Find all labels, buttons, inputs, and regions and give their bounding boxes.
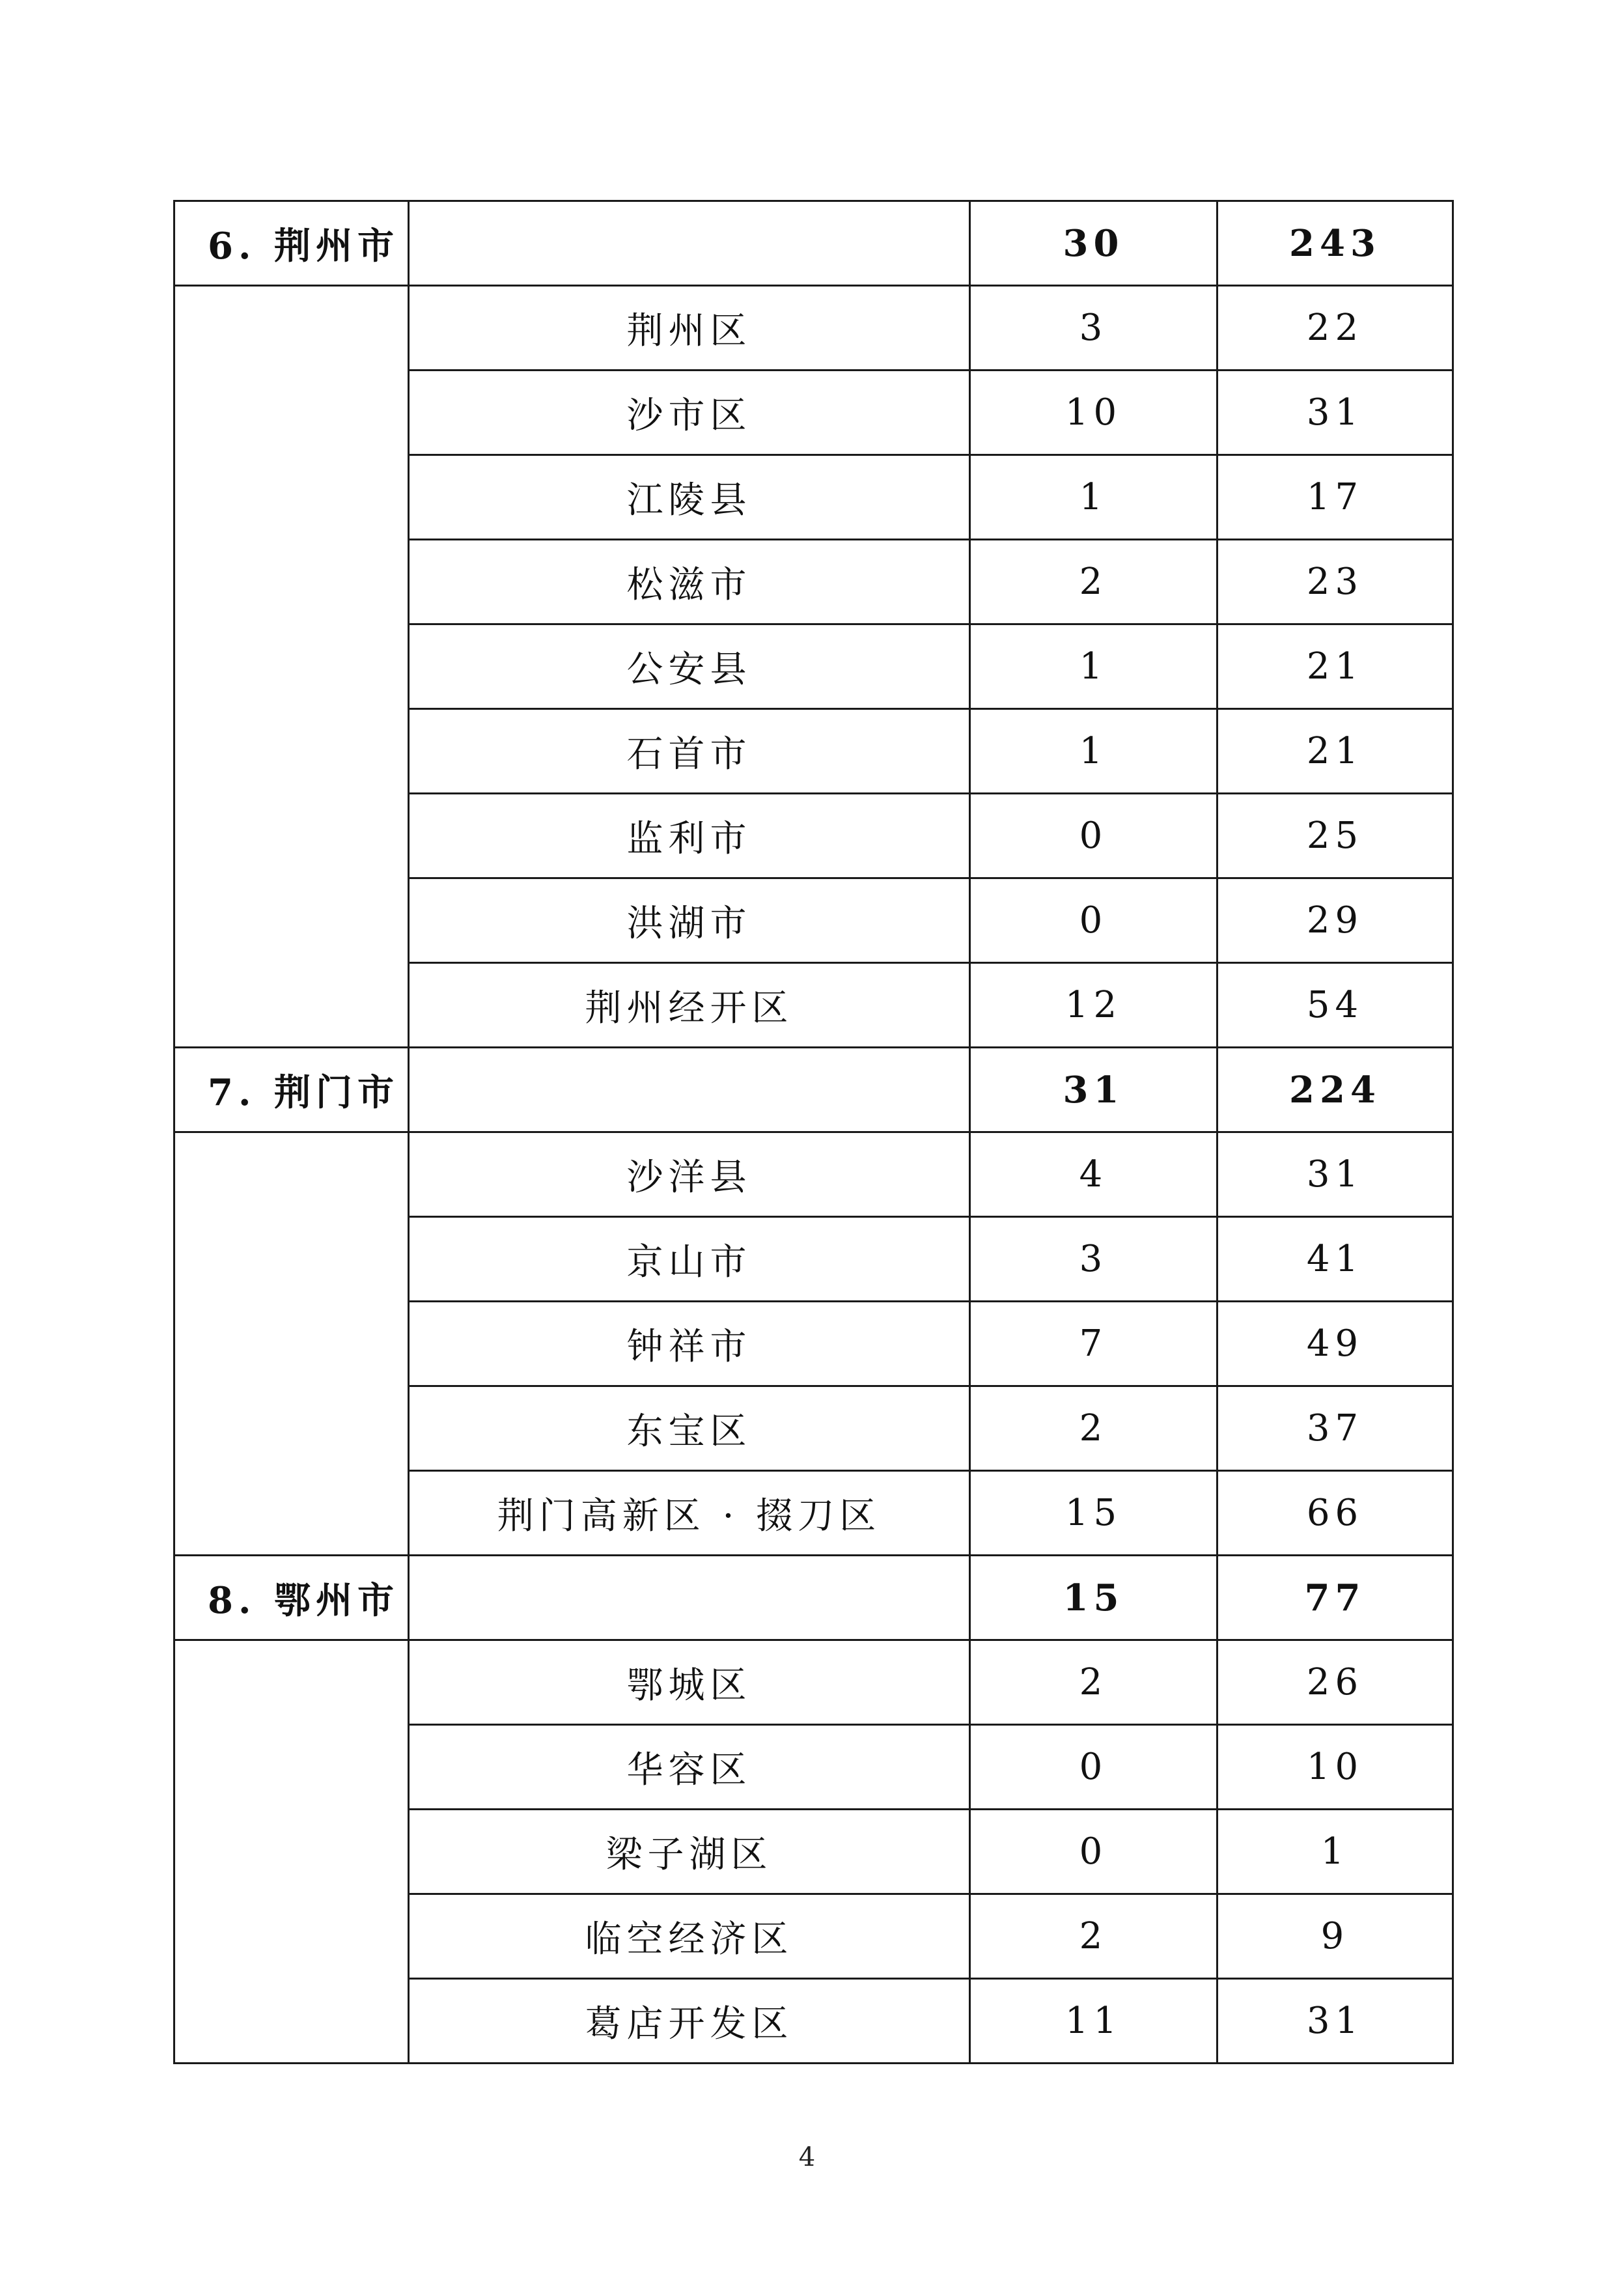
city-summary-row (174, 1048, 1453, 1132)
district-name: 华容区 (409, 1725, 970, 1810)
empty-cell (409, 1048, 970, 1132)
empty-cell (409, 1556, 970, 1640)
city-col4-value: 243 (1217, 201, 1453, 286)
district-name: 葛店开发区 (409, 1979, 970, 2064)
district-name: 公安县 (409, 624, 970, 709)
merged-blank-cell (174, 1640, 409, 2064)
district-col4-value: 21 (1217, 709, 1453, 794)
merged-blank-cell (174, 1132, 409, 1556)
city-col3-value: 15 (970, 1556, 1217, 1640)
district-col3-value: 7 (970, 1302, 1217, 1386)
district-name: 东宝区 (409, 1386, 970, 1471)
district-col3-value: 10 (970, 371, 1217, 455)
district-col4-value: 31 (1217, 1132, 1453, 1217)
district-name: 钟祥市 (409, 1302, 970, 1386)
table-body (174, 201, 1453, 2064)
page-number: 4 (798, 2142, 816, 2172)
district-name: 京山市 (409, 1217, 970, 1302)
district-name: 沙市区 (409, 371, 970, 455)
district-col3-value: 12 (970, 963, 1217, 1048)
empty-cell (409, 201, 970, 286)
district-col3-value: 15 (970, 1471, 1217, 1556)
district-row (174, 286, 1453, 371)
district-name: 松滋市 (409, 540, 970, 624)
district-name: 荆州经开区 (409, 963, 970, 1048)
district-row (174, 1640, 1453, 1725)
district-col4-value: 25 (1217, 794, 1453, 878)
district-col4-value: 17 (1217, 455, 1453, 540)
city-col3-value: 30 (970, 201, 1217, 286)
district-col3-value: 4 (970, 1132, 1217, 1217)
district-col4-value: 1 (1217, 1810, 1453, 1894)
district-col3-value: 0 (970, 1810, 1217, 1894)
merged-blank-cell (174, 286, 409, 1048)
district-name: 石首市 (409, 709, 970, 794)
district-col3-value: 0 (970, 878, 1217, 963)
district-name: 荆州区 (409, 286, 970, 371)
district-row (174, 1132, 1453, 1217)
statistics-table (173, 200, 1454, 2064)
city-col4-value: 77 (1217, 1556, 1453, 1640)
district-col4-value: 31 (1217, 371, 1453, 455)
district-col3-value: 11 (970, 1979, 1217, 2064)
district-col4-value: 31 (1217, 1979, 1453, 2064)
district-col3-value: 2 (970, 540, 1217, 624)
district-col4-value: 23 (1217, 540, 1453, 624)
district-col3-value: 3 (970, 1217, 1217, 1302)
district-col3-value: 2 (970, 1386, 1217, 1471)
city-col4-value: 224 (1217, 1048, 1453, 1132)
district-col4-value: 66 (1217, 1471, 1453, 1556)
district-col3-value: 1 (970, 455, 1217, 540)
district-name: 鄂城区 (409, 1640, 970, 1725)
district-col4-value: 54 (1217, 963, 1453, 1048)
city-col3-value: 31 (970, 1048, 1217, 1132)
district-name: 沙洋县 (409, 1132, 970, 1217)
district-col4-value: 21 (1217, 624, 1453, 709)
city-name: 7. 荆门市 (174, 1048, 409, 1132)
district-name: 荆门高新区 · 掇刀区 (409, 1471, 970, 1556)
city-summary-row (174, 1556, 1453, 1640)
district-col4-value: 26 (1217, 1640, 1453, 1725)
district-col4-value: 9 (1217, 1894, 1453, 1979)
city-summary-row (174, 201, 1453, 286)
district-col4-value: 10 (1217, 1725, 1453, 1810)
district-col3-value: 1 (970, 709, 1217, 794)
district-col3-value: 0 (970, 794, 1217, 878)
district-col4-value: 22 (1217, 286, 1453, 371)
district-name: 临空经济区 (409, 1894, 970, 1979)
city-name: 8. 鄂州市 (174, 1556, 409, 1640)
district-col4-value: 37 (1217, 1386, 1453, 1471)
city-name: 6. 荆州市 (174, 201, 409, 286)
district-name: 梁子湖区 (409, 1810, 970, 1894)
district-col4-value: 49 (1217, 1302, 1453, 1386)
district-name: 江陵县 (409, 455, 970, 540)
district-name: 监利市 (409, 794, 970, 878)
district-col4-value: 29 (1217, 878, 1453, 963)
district-name: 洪湖市 (409, 878, 970, 963)
district-col3-value: 3 (970, 286, 1217, 371)
district-col3-value: 2 (970, 1640, 1217, 1725)
district-col4-value: 41 (1217, 1217, 1453, 1302)
district-col3-value: 2 (970, 1894, 1217, 1979)
district-col3-value: 0 (970, 1725, 1217, 1810)
district-col3-value: 1 (970, 624, 1217, 709)
